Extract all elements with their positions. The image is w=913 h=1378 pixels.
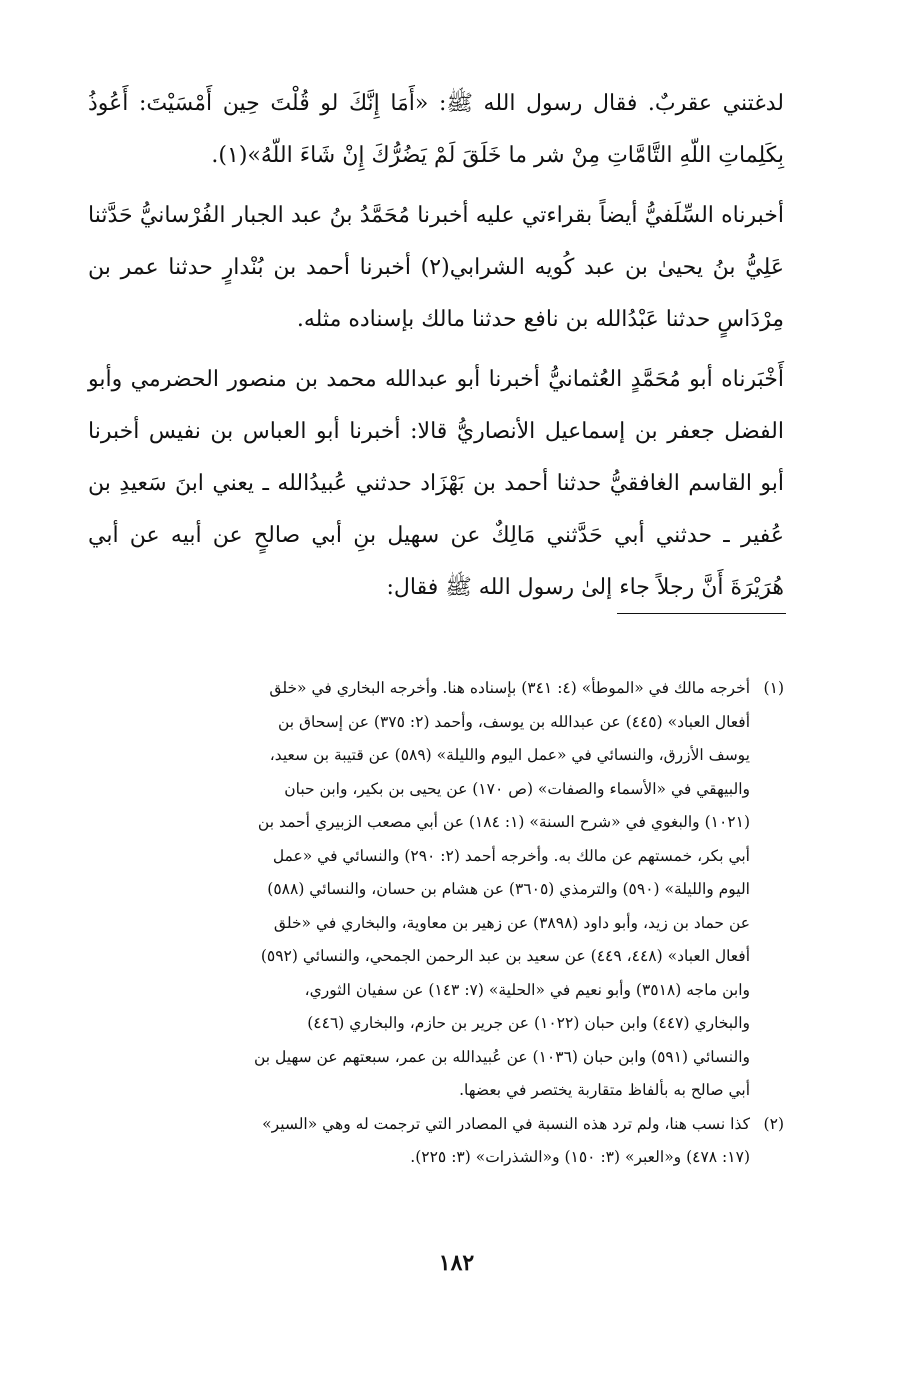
footnote-divider: [617, 613, 786, 614]
footnote-2: [96, 1108, 784, 1175]
main-text: [88, 78, 784, 614]
main-paragraph-1: لدغتني عقربٌ. فقال رسول الله ﷺ: «أَمَا إِنَّكَ لو قُلْتَ حِين أَمْسَيْتَ: أَعُوذُ بِكَلِماتِ اللّهِ التَّامَّاتِ مِنْ شر ما خَلَقَ لَمْ يَضُرُّكَ إِنْ شَاءَ اللّهُ»(١).: [88, 91, 784, 168]
page-number: ١٨٢: [438, 1250, 475, 1276]
footnotes: [96, 672, 784, 1175]
footnote-number: (٢): [763, 1114, 784, 1133]
footnote-text: كذا نسب هنا، ولم ترد هذه النسبة في المصادر التي ترجمت له وهي «السير» (١٧: ٤٧٨) و«العبر» (٣: ١٥٠) و«الشذرات» (٣: ٢٢٥).: [262, 1114, 750, 1166]
footnote-1: [96, 672, 784, 1108]
main-paragraph-2: أخبرناه السِّلَفيُّ أيضاً بقراءتي عليه أخبرنا مُحَمَّدُ بنُ عبد الجبار الفُرْسانيُّ حَدَّثنا عَلِيُّ بنُ يحيىٰ بن عبد كُويه الشرابي(٢) أخبرنا أحمد بن بُنْدارٍ حدثنا عمر بن مِرْدَاسٍ حدثنا عَبْدُالله بن نافع حدثنا مالك بإسناده مثله.: [88, 203, 784, 332]
main-paragraph-3: أَخْبَرناه أبو مُحَمَّدٍ العُثمانيُّ أخبرنا أبو عبدالله محمد بن منصور الحضرمي وأبو الفضل جعفر بن إسماعيل الأنصاريُّ قالا: أخبرنا أبو العباس بن نفيس أخبرنا أبو القاسم الغافقيُّ حدثنا أحمد بن بَهْزَاد حدثني عُبيدُالله ـ يعني ابنَ سَعيدِ بن عُفير ـ حدثني أبي حَدَّثني مَالِكٌ عن سهيل بنِ أبي صالحٍ عن أبيه عن أبي هُرَيْرَةَ أَنَّ رجلاً جاء إلىٰ رسول الله ﷺ فقال:: [88, 367, 784, 600]
footnote-number: (١): [763, 679, 784, 697]
footnote-text: أخرجه مالك في «الموطأ» (٤: ٣٤١) بإسناده هنا. وأخرجه البخاري في «خلق أفعال العباد» (٤٤٥) عن عبدالله بن يوسف، وأحمد (٢: ٣٧٥) عن إسحاق بن يوسف الأزرق، والنسائي في «عمل اليوم والليلة» (٥٨٩) عن قتيبة بن سعيد، والبيهقي في «الأسماء والصفات» (ص ١٧٠) عن يحيى بن بكير، وابن حبان (١٠٢١) والبغوي في «شرح السنة» (١: ١٨٤) عن أبي مصعب الزبيري أحمد بن أبي بكر، خمستهم عن مالك به. وأخرجه أحمد (٢: ٢٩٠) والنسائي في «عمل اليوم والليلة» (٥٩٠) والترمذي (٣٦٠٥) عن هشام بن حسان، والنسائي (٥٨٨) عن حماد بن زيد، وأبو داود (٣٨٩٨) عن زهير بن معاوية، والبخاري في «خلق أفعال العباد» (٤٤٨، ٤٤٩) عن سعيد بن عبد الرحمن الجمحي، والنسائي (٥٩٢) وابن ماجه (٣٥١٨) وأبو نعيم في «الحلية» (٧: ١٤٣) عن سفيان الثوري، والبخاري (٤٤٧) وابن حبان (١٠٢٢) عن جرير بن حازم، والبخاري (٤٤٦) والنسائي (٥٩١) وابن حبان (١٠٣٦) عن عُبيدالله بن عمر، سبعتهم عن سهيل بن أبي صالح به بألفاظ متقاربة يختصر في بعضها.: [254, 679, 750, 1099]
